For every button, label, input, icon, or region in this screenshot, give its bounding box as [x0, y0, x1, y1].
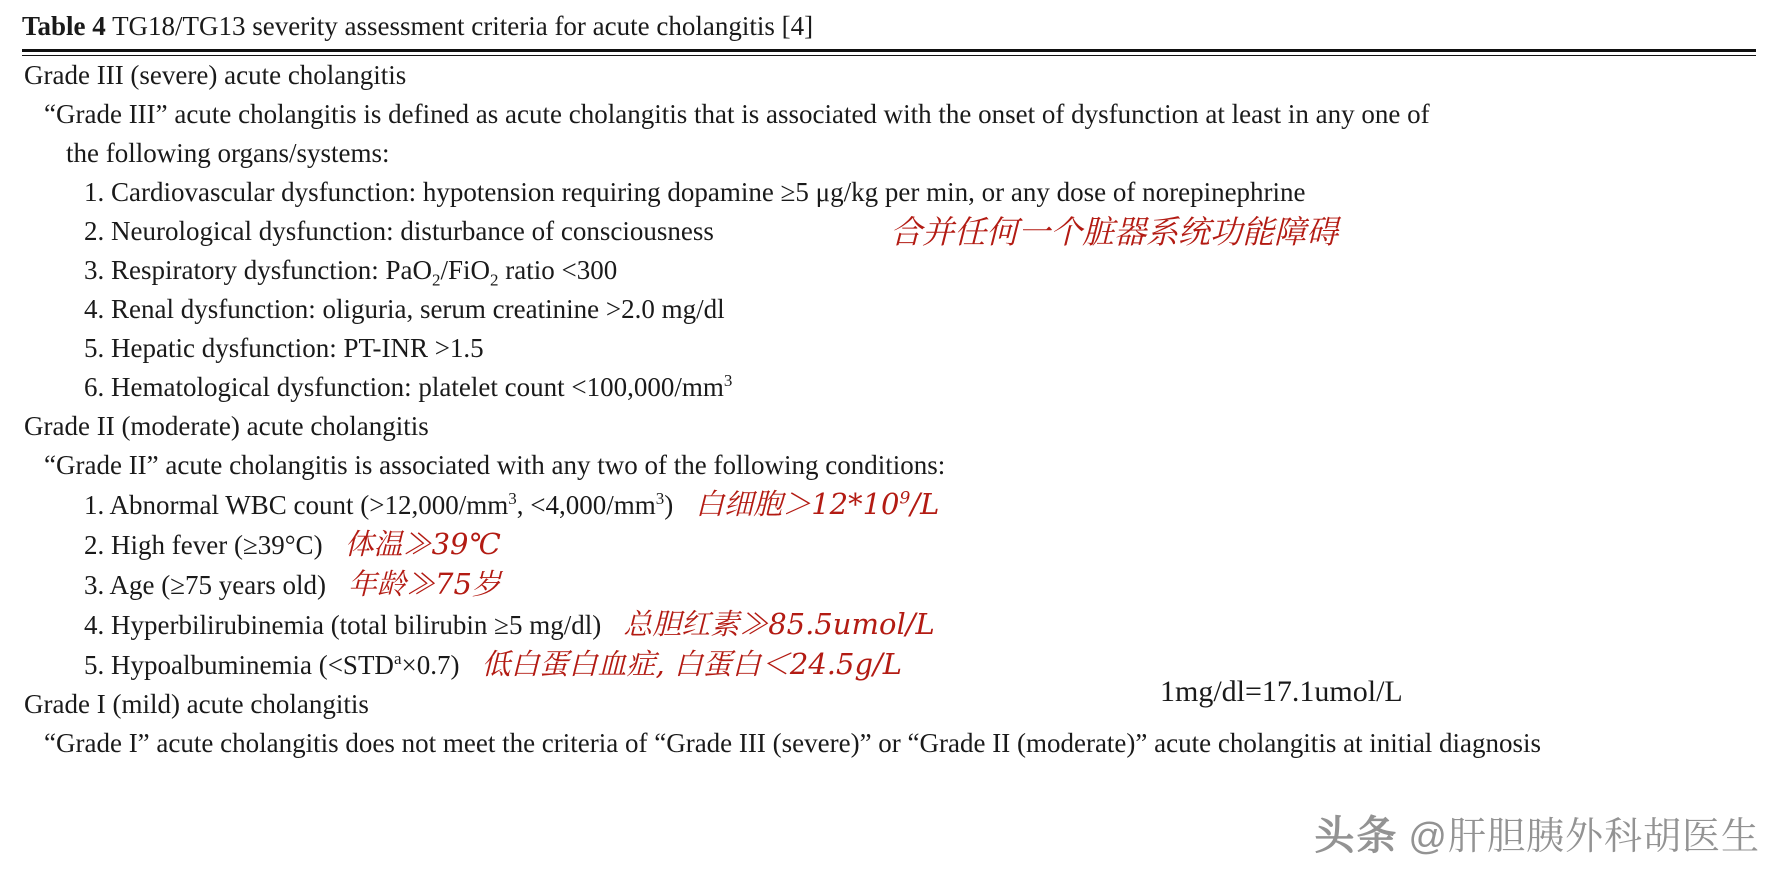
grade2-item-2-annotation: 体温≫39℃ [344, 527, 501, 561]
grade2-item-4-num: 4. [84, 610, 105, 640]
grade1-definition: “Grade I” acute cholangitis does not meet the criteria of “Grade III (severe)” or “Grade II (moderate)” acute cholangitis at initial diagnosis [44, 728, 1542, 758]
watermark-logo: 头条 [1314, 814, 1399, 858]
grade2-item-1-annotation [695, 487, 939, 521]
grade2-item-5-num: 5. [84, 650, 105, 680]
grade3-item-3-num: 3. [84, 255, 105, 285]
grade3-item-1-text: Cardiovascular dysfunction: hypotension requiring dopamine ≥5 μg/kg per min, or any dose of norepinephrine [111, 177, 1306, 207]
grade2-item-5-post: ×0.7) [401, 650, 460, 680]
grade2-item-3-text: Age (≥75 years old) [109, 570, 327, 600]
annotation-exponent: 9 [899, 488, 911, 509]
grade3-item-6-text: Hematological dysfunction: platelet count <100,000/mm [111, 372, 724, 402]
grade3-item-4 [22, 290, 1756, 329]
unit-conversion-note: 1mg/dl=17.1umol/L [1160, 675, 1403, 708]
grade3-item-5 [22, 329, 1756, 368]
grade3-item-3-post: ratio <300 [498, 255, 618, 285]
grade3-item-1 [22, 173, 1756, 212]
pao2-subscript: 2 [431, 270, 441, 290]
grade2-item-4-annotation: 总胆红素≫85.5umol/L [623, 607, 935, 641]
std-superscript: a [393, 649, 402, 668]
grade2-heading: Grade II (moderate) acute cholangitis [24, 411, 429, 441]
grade3-item-3 [22, 251, 1756, 290]
table-caption-text: TG18/TG13 severity assessment criteria for acute cholangitis [4] [112, 11, 814, 41]
grade2-item-5-text: Hypoalbuminemia (<STD [111, 650, 394, 680]
grade2-item-2-text: High fever (≥39°C) [111, 530, 323, 560]
grade3-item-4-num: 4. [84, 294, 105, 324]
grade3-red-annotation: 合并任何一个脏器系统功能障碍 [890, 213, 1339, 251]
table-caption [22, 0, 1756, 42]
grade2-item-1-post: ) [664, 490, 674, 520]
grade2-item-1-text: Abnormal WBC count (>12,000/mm [109, 490, 509, 520]
grade3-item-3-text: Respiratory dysfunction: PaO [111, 255, 432, 285]
grade3-item-3-mid: /FiO [440, 255, 490, 285]
grade1-heading: Grade I (mild) acute cholangitis [24, 689, 369, 719]
grade3-item-5-text: Hepatic dysfunction: PT-INR >1.5 [111, 333, 484, 363]
grade2-item-1 [22, 485, 1756, 525]
grade2-item-1-annotation-unit: /L [910, 487, 940, 521]
grade3-definition-line2: the following organs/systems: [66, 138, 390, 168]
grade2-item-3-num: 3. [84, 570, 105, 600]
grade2-item-3 [22, 565, 1756, 605]
grade3-item-1-num: 1. [84, 177, 105, 207]
wbc-upper-superscript: 3 [508, 489, 517, 508]
grade2-item-1-mid: , <4,000/mm [516, 490, 656, 520]
grade2-definition: “Grade II” acute cholangitis is associated with any two of the following conditions: [44, 450, 946, 480]
grade2-item-1-annotation-text: 白细胞＞12*10 [695, 487, 900, 521]
wbc-lower-superscript: 3 [655, 489, 665, 508]
watermark [1314, 804, 1760, 861]
grade2-item-4 [22, 605, 1756, 645]
grade2-item-5 [22, 645, 1756, 685]
table-caption-label: Table 4 [22, 11, 106, 41]
fio2-subscript: 2 [490, 270, 499, 290]
grade2-item-2 [22, 525, 1756, 565]
table-top-rule [22, 49, 1756, 56]
mm3-superscript: 3 [723, 371, 733, 390]
grade3-item-2-text: Neurological dysfunction: disturbance of consciousness [111, 216, 714, 246]
grade2-item-1-num: 1. [84, 490, 105, 520]
watermark-text: @肝胆胰外科胡医生 [1408, 816, 1760, 858]
grade3-definition-line1: “Grade III” acute cholangitis is defined as acute cholangitis that is associated with the onset of dysfunction at least in any one of [44, 99, 1430, 129]
grade2-item-2-num: 2. [84, 530, 105, 560]
grade2-item-5-annotation: 低白蛋白血症, 白蛋白＜24.5g/L [481, 647, 903, 681]
grade2-item-3-annotation: 年龄≫75岁 [348, 567, 501, 601]
grade3-item-4-text: Renal dysfunction: oliguria, serum creatinine >2.0 mg/dl [111, 294, 725, 324]
grade3-item-5-num: 5. [84, 333, 105, 363]
grade3-heading: Grade III (severe) acute cholangitis [24, 60, 407, 90]
grade3-item-2 [22, 212, 1756, 251]
grade3-definition [22, 95, 1744, 173]
grade3-item-6 [22, 368, 1756, 407]
grade2-item-4-text: Hyperbilirubinemia (total bilirubin ≥5 mg/dl) [111, 610, 602, 640]
grade3-item-6-num: 6. [84, 372, 105, 402]
grade3-item-2-num: 2. [84, 216, 105, 246]
